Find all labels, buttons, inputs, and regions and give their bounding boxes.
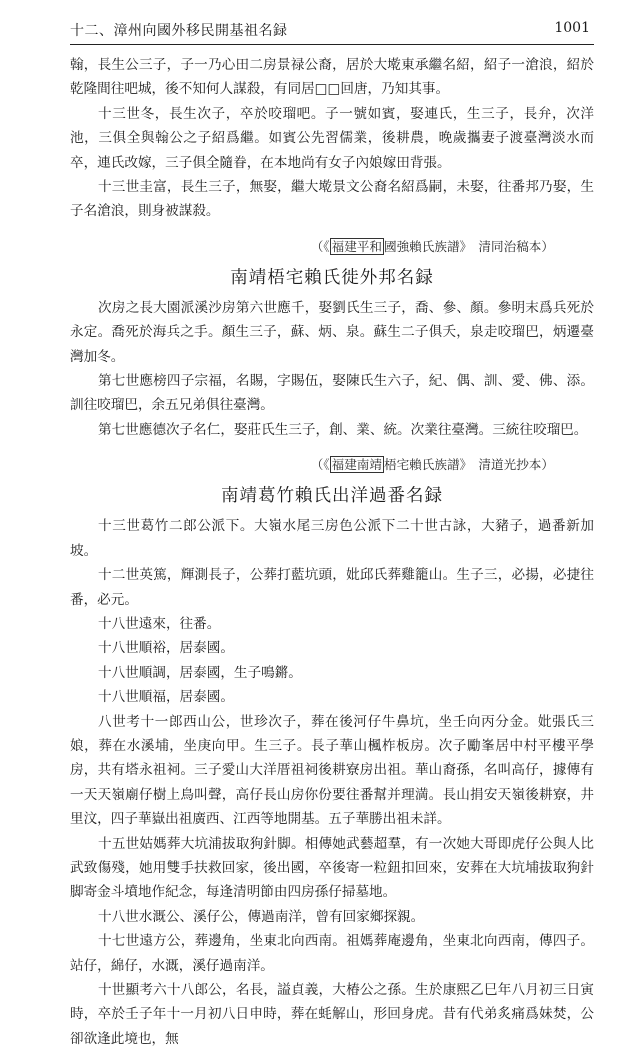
paragraph: 十五世姑媽葬大坑浦拔取狗針脚。相傳她武藝超羣，有一次她大哥即虎仔公與人比武致傷殘，她用雙手扶救回家，後出國，卒後寄一粒鈕扣回來，安葬在大坑埔拔取狗針脚寄金斗墳地作紀念，每逢清明節由四房孫仔掃墓地。 <box>70 835 594 901</box>
running-header <box>70 18 594 45</box>
paragraph: 十二世英篤，輝測長子，公葬打藍坑頭，妣邱氏葬雞籠山。生子三，必揚，必捷往番，必元。 <box>70 567 594 608</box>
chapter-title: 十二、漳州向國外移民開基祖名録 <box>70 23 288 39</box>
paragraph: 八世考十一郎西山公，世珍次子，葬在後河仔牛鼻坑，坐壬向丙分金。妣張氏三娘，葬在水溪埔，坐庚向甲。生三子。長子華山楓柞板房。次子勵峯居中村平樓平學房，共有塔永祖祠。三子愛山大洋厝祖祠後耕寮房出祖。華山裔孫，名叫高仔，據傳有一天天嶺廟仔樹上鳥叫聲，高仔長山房你份要往番幫并理満。長山捐安天嶺後耕寮，井里汶，四子華嶽出祖廣西、江西等地開基。五子華勝出祖未詳。 <box>70 713 594 828</box>
paragraph: 十三世冬，長生次子，卒於咬瑠吧。子一號如賓，娶連氏，生三子，長弁，次洋池，三俱全與翰公之子紹爲繼。如賓公先習儒業，後耕農，晚歲攜妻子渡臺灣淡水而卒，連氏改嫁，三子俱全隨眷，在本地尚有女子內娘嫁田背張。 <box>70 105 594 171</box>
section-continued <box>70 53 594 258</box>
paragraph: 第七世應德次子名仁，娶莊氏生三子，創、業、統。次業往臺灣。三統往咬瑠巴。 <box>98 421 588 438</box>
citation-open: （《 <box>310 238 330 254</box>
page-body <box>70 53 594 1051</box>
paragraph: 十三世圭富，長生三子，無娶，繼大墘景文公裔名紹爲嗣，未娶，往番邦乃娶，生子名滄浪，則身被謀殺。 <box>70 179 594 220</box>
citation-place: 福建平和 <box>331 238 382 254</box>
source-citation <box>70 236 594 258</box>
paragraph: 十八世水溉公、溪仔公，傳過南洋，曾有回家鄉探親。 <box>98 908 425 925</box>
paragraph: 十八世遠來，往番。 <box>98 615 221 632</box>
section-wuzhai <box>70 264 594 476</box>
citation-place: 福建南靖 <box>331 457 382 473</box>
paragraph: 十世顯考六十八郎公，名長，謚貞義，大椿公之孫。生於康熙乙巳年八月初三日寅時，卒於壬子年十一月初八日申時，葬在蚝解山，形回身虎。昔有代弟炙痛爲妹焚，公卻欲逢此境也，無 <box>70 982 594 1047</box>
paragraph: 十三世葛竹二郎公派下。大嶺水尾三房色公派下二十世古詠，大豬子，過番新加坡。 <box>70 518 594 559</box>
section-gezhu <box>70 482 594 1051</box>
citation-rest: 國強賴氏族譜》 清同治稿本） <box>383 238 554 254</box>
section-title: 南靖葛竹賴氏出洋過番名録 <box>221 486 443 507</box>
paragraph: 翰，長生公三子，子一乃心田二房景禄公裔，居於大墘東承繼名紹，紹子一滄浪，紹於乾隆間往吧城，後不知何人謀殺，有同居□□回唐，乃知其事。 <box>70 57 594 98</box>
paragraph: 十七世遠方公，葬邊角，坐東北向西南。祖媽葬庵邊角，坐東北向西南，傳四子。站仔，綿仔，水溉，溪仔過南洋。 <box>70 933 594 974</box>
section-title: 南靖梧宅賴氏徙外邦名録 <box>230 267 434 288</box>
paragraph: 第七世應榜四子宗福，名賜，字賜伍，娶陳氏生六子，紀、偶、訓、愛、佛、添。訓往咬瑠巴，余五兄弟俱往臺灣。 <box>70 373 594 414</box>
source-citation <box>70 454 594 476</box>
paragraph: 十八世順調，居泰國，生子鳴鏘。 <box>98 664 302 681</box>
citation-rest: 梧宅賴氏族譜》 清道光抄本） <box>383 457 554 473</box>
paragraph: 十八世順福，居泰國。 <box>98 689 234 706</box>
page-number: 1001 <box>554 20 590 36</box>
paragraph: 次房之長大園派溪沙房第六世應千，娶劉氏生三子，喬、參、顏。參明末爲兵死於永定。喬死於海兵之手。顏生三子，蘇、炳、泉。蘇生二子俱夭，泉走咬瑠巴，炳遷臺灣加冬。 <box>70 299 594 365</box>
citation-open: （《 <box>310 457 330 473</box>
paragraph: 十八世順裕，居泰國。 <box>98 640 234 657</box>
